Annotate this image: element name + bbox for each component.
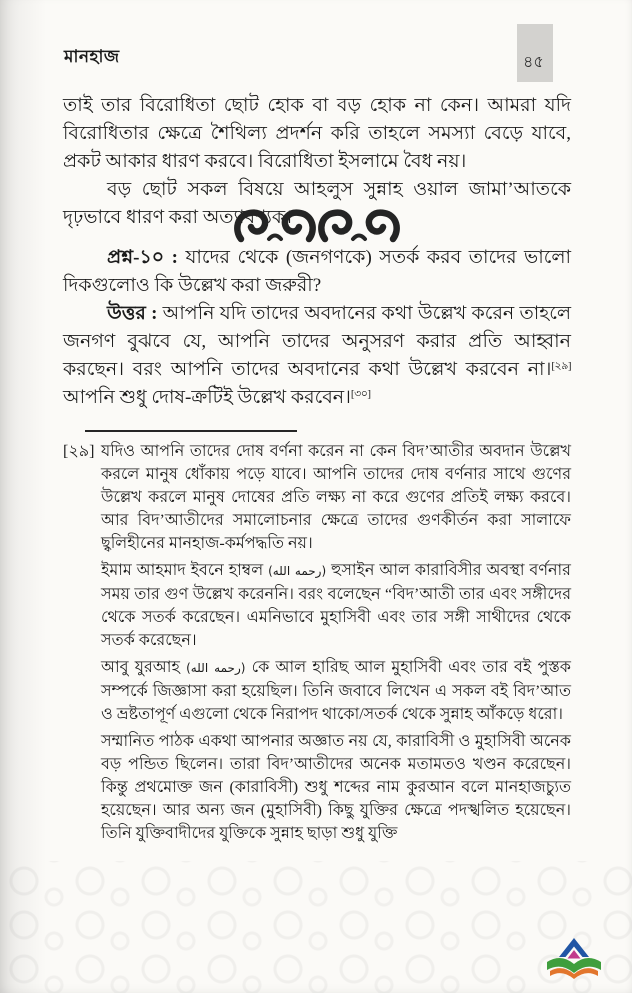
- rahimahullah-seal: (رحمه الله): [186, 661, 246, 675]
- footnote-separator-rule: [85, 430, 297, 432]
- page-number: ৪৫: [523, 54, 544, 71]
- footnote-29: [63, 440, 571, 555]
- paragraph-continuation: তাই তার বিরোধিতা ছোট হোক বা বড় হোক না কেন। আমরা যদি বিরোধিতার ক্ষেত্রে শৈথিল্য প্রদর্শন করি তাহলে সমস্যা বেড়ে যাবে, প্রকট আকার ধারণ করবে। বিরোধিতা ইসলামে বৈধ নয়।: [63, 95, 571, 172]
- rahimahullah-seal: (رحمه الله): [268, 564, 327, 578]
- answer-paragraph: [63, 300, 571, 412]
- footnote-para-2-lead: আবু যুরআহ: [101, 659, 187, 676]
- footnote-para-2-text: কে আল হারিছ আল মুহাসিবী এবং তার বই পুস্তক সম্পর্কে জিজ্ঞাসা করা হয়েছিল। তিনি জবাবে লিখেন এ সকল বই বিদ’আত ও ভ্রষ্টতাপূর্ণ এগুলো থেকে নিরাপদ থাকো/সতর্ক থেকে সুন্নাহ আঁকড়ে ধরো।: [101, 659, 571, 723]
- footnote-para-3-text: সম্মানিত পাঠক একথা আপনার অজ্ঞাত নয় যে, কারাবিসী ও মুহাসিবী অনেক বড় পন্ডিত ছিলেন। তারা বিদ’আতীদের অনেক মতামতও খণ্ডন করেছেন। কিন্তু প্রথমোক্ত জন (কারাবিসী) শুধু শব্দের নাম কুরআন বলে মানহাজচ্যুত হয়েছেন। আর অন্য জন (মুহাসিবী) কিছু যুক্তির ক্ষেত্রে পদস্খলিত হয়েছেন। তিনি যুক্তিবাদীদের যুক্তিকে সুন্নাহ ছাড়া শুধু যুক্তি: [101, 733, 571, 842]
- paragraph-emphasis: বড় ছোট সকল বিষয়ে আহলুস সুন্নাহ ওয়াল জামা’আতকে দৃঢ়ভাবে ধারণ করা অত্যাবশ্যক।: [63, 179, 571, 228]
- page-number-box: [517, 24, 553, 82]
- question-paragraph: [63, 244, 571, 300]
- answer-label: উত্তর :: [107, 303, 158, 324]
- footnote-para-1-text: হুসাইন আল কারাবিসীর অবস্থা বর্ণনার সময় তার গুণ উল্লেখ করেননি। বরং বলেছেন “বিদ’আতী তার এবং সঙ্গীদের থেকে সতর্ক করেছেন। এমনিভাবে মুহাসিবী এবং তার সঙ্গী সাথীদের থেকে সতর্ক করেছেন।: [101, 562, 571, 649]
- footnotes-section: [63, 440, 571, 845]
- scan-edge-shadow: [0, 0, 46, 993]
- footnote-29-marker: [২৯]: [63, 443, 95, 460]
- footnote-ref-29: [২৯]: [551, 360, 571, 372]
- footnote-paragraph-abu-zurah: [63, 656, 571, 726]
- paper-watermark-pattern: [0, 861, 632, 993]
- answer-text-part1: আপনি যদি তাদের অবদানের কথা উল্লেখ করেন তাহলে জনগণ বুঝবে যে, আপনি তাদের অনুসরণ করার প্রতি আহ্বান করছেন। বরং আপনি তাদের অবদানের কথা উল্লেখ করবেন না।: [63, 303, 571, 380]
- footnote-29-text: যদিও আপনি তাদের দোষ বর্ণনা করেন না কেন বিদ’আতীর অবদান উল্লেখ করলে মানুষ ধোঁকায় পড়ে যাবে। আপনি তাদের দোষ বর্ণনার সাথে গুণের উল্লেখ করলে মানুষ দোষের প্রতি লক্ষ্য না করে গুণের প্রতিই লক্ষ্য করবে। আর বিদ’আতীদের সমালোচনার ক্ষেত্রে তাদের গুণকীর্তন করা সালাফে ছ্বলিহীনের মানহাজ-কর্মপদ্ধতি নয়।: [101, 443, 571, 552]
- question-text: যাদের থেকে (জনগণকে) সতর্ক করব তাদের ভালো দিকগুলোও কি উল্লেখ করা জরুরী?: [63, 247, 572, 296]
- footnote-paragraph-imam-ahmad: [63, 559, 571, 652]
- main-text-column: [63, 92, 571, 845]
- footnote-para-1-lead: ইমাম আহমাদ ইবনে হাম্বল: [101, 562, 269, 579]
- publisher-open-book-logo-icon: [544, 935, 604, 987]
- answer-text-part2: আপনি শুধু দোষ-ক্রটিই উল্লেখ করবেন।: [63, 387, 351, 408]
- footnote-paragraph-reader-note: [63, 730, 571, 845]
- question-label: প্রশ্ন-১০ :: [107, 247, 178, 268]
- footnote-ref-30: [৩০]: [350, 388, 371, 400]
- running-title: মানহাজ: [64, 47, 120, 66]
